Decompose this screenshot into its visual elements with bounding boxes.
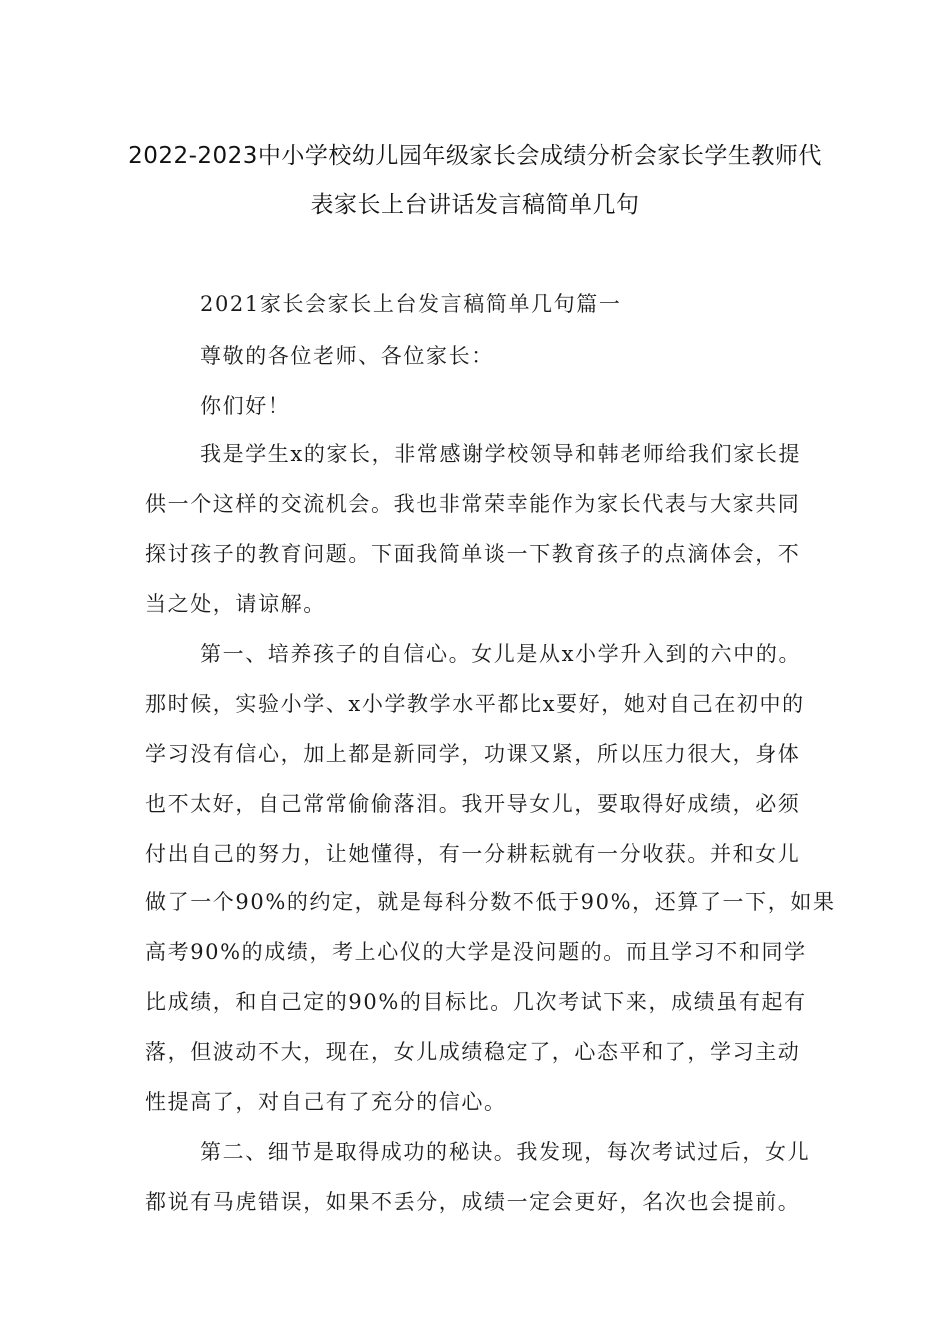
paragraph-line: 我是学生x的家长，非常感谢学校领导和韩老师给我们家长提 xyxy=(200,442,802,466)
paragraph-line: 都说有马虎错误，如果不丢分，成绩一定会更好，名次也会提前。 xyxy=(145,1190,801,1214)
paragraph-line: 供一个这样的交流机会。我也非常荣幸能作为家长代表与大家共同 xyxy=(145,492,801,516)
document-title-line-1: 2022-2023中小学校幼儿园年级家长会成绩分析会家长学生教师代 xyxy=(128,143,822,169)
paragraph-line: 第二、细节是取得成功的秘诀。我发现，每次考试过后，女儿 xyxy=(200,1140,811,1164)
paragraph-line: 也不太好，自己常常偷偷落泪。我开导女儿，要取得好成绩，必须 xyxy=(145,792,801,816)
paragraph-line: 高考90%的成绩，考上心仪的大学是没问题的。而且学习不和同学 xyxy=(145,940,807,964)
paragraph-line: 付出自己的努力，让她懂得，有一分耕耘就有一分收获。并和女儿 xyxy=(145,842,801,866)
paragraph-line: 那时候，实验小学、x小学教学水平都比x要好，她对自己在初中的 xyxy=(145,692,805,716)
document-title-line-2: 表家长上台讲话发言稿简单几句 xyxy=(310,192,640,218)
section-heading: 2021家长会家长上台发言稿简单几句篇一 xyxy=(200,292,622,316)
paragraph-line: 落，但波动不大，现在，女儿成绩稳定了，心态平和了，学习主动 xyxy=(145,1040,801,1064)
salutation: 尊敬的各位老师、各位家长： xyxy=(200,344,494,368)
paragraph-line: 当之处，请谅解。 xyxy=(145,592,326,616)
paragraph-line: 做了一个90%的约定，就是每科分数不低于90%，还算了一下，如果 xyxy=(145,890,836,914)
paragraph-line: 比成绩，和自己定的90%的目标比。几次考试下来，成绩虽有起有 xyxy=(145,990,807,1014)
greeting: 你们好！ xyxy=(200,394,291,418)
paragraph-line: 第一、培养孩子的自信心。女儿是从x小学升入到的六中的。 xyxy=(200,642,802,666)
paragraph-line: 性提高了，对自己有了充分的信心。 xyxy=(145,1090,507,1114)
paragraph-line: 学习没有信心，加上都是新同学，功课又紧，所以压力很大，身体 xyxy=(145,742,801,766)
paragraph-line: 探讨孩子的教育问题。下面我简单谈一下教育孩子的点滴体会，不 xyxy=(145,542,801,566)
